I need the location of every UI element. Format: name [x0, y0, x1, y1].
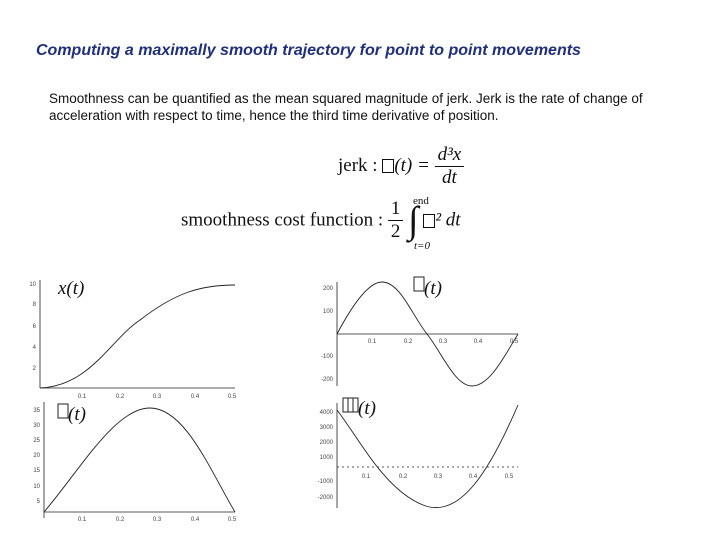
plot-position-xtick: 0.4 — [190, 394, 200, 400]
plot-jerk-xtick: 0.4 — [468, 474, 478, 480]
plot-jerk-xtick: 0.2 — [398, 474, 408, 480]
plot-position-xtick: 0.5 — [227, 394, 237, 400]
plot-velocity-ytick: 200 — [322, 286, 333, 292]
plot-position-ytick: 8 — [32, 302, 36, 308]
plot-acceleration-xtick: 0.3 — [152, 517, 162, 523]
plot-acceleration-ytick: 25 — [33, 438, 40, 444]
jerk-lhs: jerk : — [338, 154, 378, 176]
plot-acceleration — [33, 402, 237, 523]
acceleration-symbol-icon — [58, 404, 68, 418]
plot-position-xtick: 0.3 — [152, 394, 162, 400]
plot-position-ytick: 2 — [32, 366, 36, 372]
integral-icon: ∫ — [408, 199, 419, 242]
plot-position-ytick: 10 — [29, 282, 36, 288]
plot-velocity-label: (t) — [424, 278, 442, 299]
plot-position-ytick: 4 — [32, 345, 36, 351]
plot-velocity-ytick: -200 — [320, 377, 333, 383]
plot-jerk-ytick: -2000 — [317, 495, 333, 501]
cost-denominator: 2 — [390, 221, 401, 242]
plot-acceleration-ytick: 35 — [33, 408, 40, 414]
plot-velocity-xtick: 0.4 — [473, 339, 483, 345]
plot-jerk-ytick: -1000 — [317, 479, 333, 485]
plot-velocity-xtick: 0.1 — [367, 339, 377, 345]
plot-jerk-xtick: 0.1 — [361, 474, 371, 480]
jerk-numerator: d³x — [435, 144, 465, 167]
plot-position-ytick: 6 — [32, 324, 36, 330]
plot-acceleration-xtick: 0.5 — [227, 517, 237, 523]
plot-jerk-ytick: 4000 — [319, 410, 333, 416]
velocity-symbol-icon — [414, 277, 424, 291]
jerk-denominator: dt — [442, 167, 457, 188]
plot-position-curve — [40, 285, 235, 388]
plot-jerk-ytick: 3000 — [319, 425, 333, 431]
integral-lower-limit: t=0 — [414, 240, 430, 252]
plot-position-xtick: 0.2 — [115, 394, 125, 400]
slide-title: Computing a maximally smooth trajectory for point to point movements — [36, 42, 581, 59]
plot-acceleration-ytick: 20 — [33, 453, 40, 459]
plot-jerk-label: (t) — [358, 398, 376, 419]
plot-acceleration-xtick: 0.1 — [77, 517, 87, 523]
plot-acceleration-ytick: 5 — [36, 499, 40, 505]
plot-acceleration-label: (t) — [68, 404, 86, 425]
plot-position-label: x(t) — [58, 278, 85, 299]
plot-velocity — [321, 277, 519, 386]
plot-velocity-ytick: -100 — [320, 354, 333, 360]
plot-acceleration-ytick: 30 — [33, 423, 40, 429]
plot-acceleration-xtick: 0.4 — [190, 517, 200, 523]
integral-upper-limit: end — [413, 195, 429, 207]
plot-jerk — [318, 398, 518, 508]
plot-acceleration-ytick: 10 — [33, 484, 40, 490]
plot-acceleration-xtick: 0.2 — [115, 517, 125, 523]
plot-velocity-xtick: 0.2 — [403, 339, 413, 345]
cost-lhs: smoothness cost function : — [181, 209, 384, 231]
plot-velocity-xtick: 0.5 — [509, 339, 519, 345]
plot-position — [29, 278, 237, 400]
slide-body-text: Smoothness can be quantified as the mean squared magnitude of jerk. Jerk is the rate of change of acceleration with respect to time, hence the third time derivative of position. — [49, 91, 643, 123]
cost-integrand: ² dt — [435, 209, 461, 231]
plot-velocity-xtick: 0.3 — [438, 339, 448, 345]
plot-jerk-ytick: 2000 — [319, 440, 333, 446]
plot-position-xtick: 0.1 — [77, 394, 87, 400]
plot-velocity-ytick: 100 — [322, 309, 333, 315]
plot-jerk-xtick: 0.3 — [433, 474, 443, 480]
cost-numerator: 1 — [388, 198, 404, 221]
plot-acceleration-ytick: 15 — [33, 468, 40, 474]
plot-jerk-ytick: 1000 — [319, 455, 333, 461]
plot-jerk-curve — [337, 405, 518, 508]
plot-jerk-xtick: 0.5 — [504, 474, 514, 480]
jerk-arg: (t) = — [394, 154, 430, 176]
